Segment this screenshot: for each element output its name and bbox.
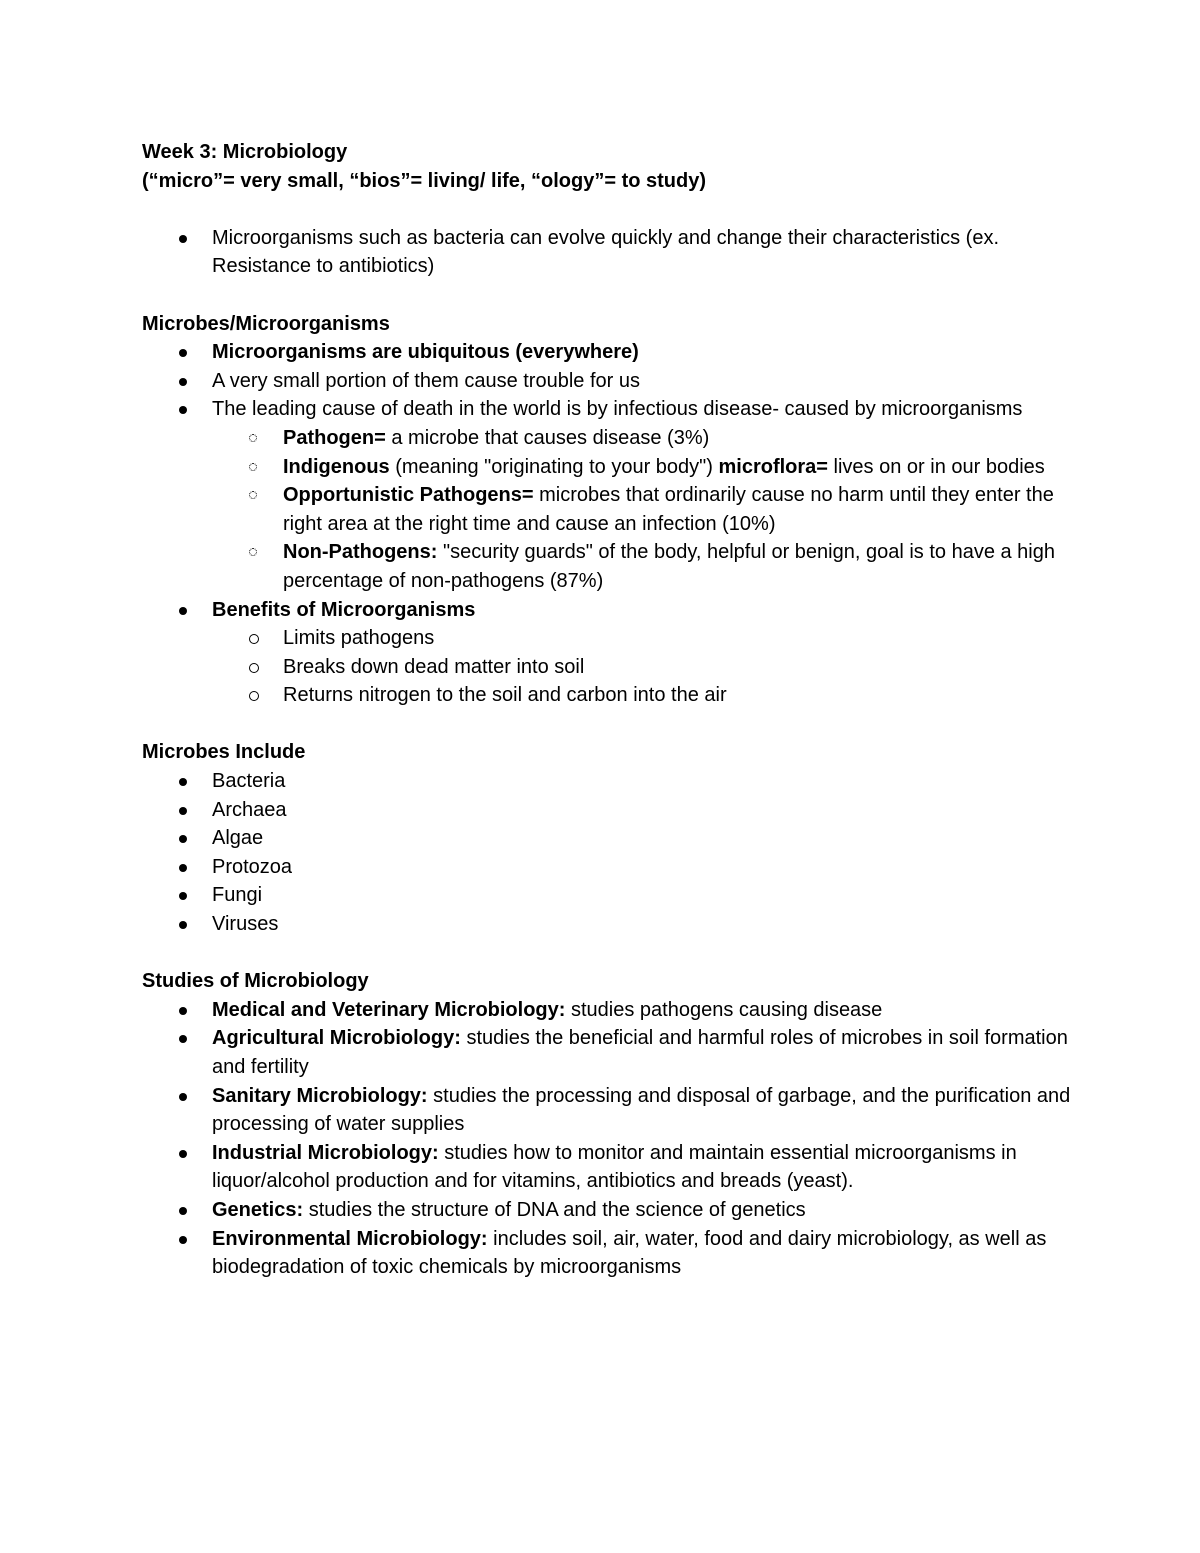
list-item: Bacteria [142,767,1072,796]
intro-list [142,224,1072,281]
spacer [142,939,1072,968]
sub-list-item: Opportunistic Pathogens= microbes that ordinarily cause no harm until they enter the right area at the right time and cause an infection (10%) [142,481,1072,538]
list-item: A very small portion of them cause trouble for us [142,367,1072,396]
circle-bullet-icon [249,691,259,701]
studies-list [142,996,1072,1282]
bullet-icon [179,1236,187,1244]
sub-list-item: Returns nitrogen to the soil and carbon into the air [142,681,1072,710]
section-heading-include: Microbes Include [142,741,306,764]
bullet-icon [179,778,187,786]
bullet-icon [179,1035,187,1043]
sub-list-item: Limits pathogens [142,624,1072,653]
list-item: Genetics: studies the structure of DNA and the science of genetics [142,1196,1072,1225]
list-item: Benefits of Microorganisms [142,596,1072,625]
bullet-icon [179,1093,187,1101]
list-item: Archaea [142,796,1072,825]
page-title: Week 3: Microbiology [142,141,348,163]
bullet-icon [179,921,187,929]
bullet-icon [179,349,187,357]
sub-list-item: Non-Pathogens: "security guards" of the body, helpful or benign, goal is to have a high percentage of non-pathogens (87%) [142,538,1072,595]
bullet-icon [179,235,187,243]
list-item: Microorganisms such as bacteria can evolve quickly and change their characteristics (ex. Resistance to antibiotics) [142,224,1072,281]
list-item: Medical and Veterinary Microbiology: studies pathogens causing disease [142,996,1072,1025]
dotted-circle-bullet-icon [249,491,257,499]
bullet-icon [179,607,187,615]
dotted-circle-bullet-icon [249,434,257,442]
sub-list-item: Indigenous (meaning "originating to your body") microflora= lives on or in our bodies [142,453,1072,482]
spacer [142,195,1072,224]
page-subtitle: (“micro”= very small, “bios”= living/ life, “ology”= to study) [142,169,707,192]
circle-bullet-icon [249,634,259,644]
microbes-list [142,338,1072,710]
dotted-circle-bullet-icon [249,548,257,556]
bullet-icon [179,892,187,900]
spacer [142,710,1072,739]
sub-list-item: Pathogen= a microbe that causes disease (3%) [142,424,1072,453]
list-item: Microorganisms are ubiquitous (everywhere) [142,338,1072,367]
include-list [142,767,1072,939]
list-item: Algae [142,824,1072,853]
list-item: Viruses [142,910,1072,939]
list-item: Agricultural Microbiology: studies the beneficial and harmful roles of microbes in soil formation and fertility [142,1024,1072,1081]
bullet-icon [179,406,187,414]
bullet-icon [179,1207,187,1215]
bullet-icon [179,807,187,815]
spacer [142,281,1072,310]
bullet-icon [179,835,187,843]
sub-list-item: Breaks down dead matter into soil [142,653,1072,682]
bullet-icon [179,378,187,386]
bullet-icon [179,1150,187,1158]
section-heading-studies: Studies of Microbiology [142,970,369,993]
bullet-icon [179,1007,187,1015]
bullet-icon [179,864,187,872]
dotted-circle-bullet-icon [249,463,257,471]
list-item: Environmental Microbiology: includes soil, air, water, food and dairy microbiology, as well as biodegradation of toxic chemicals by microorganisms [142,1225,1072,1282]
list-item: Fungi [142,881,1072,910]
circle-bullet-icon [249,663,259,673]
document-body [142,138,1072,1282]
list-item: Industrial Microbiology: studies how to monitor and maintain essential microorganisms in liquor/alcohol production and for vitamins, antibiotics and breads (yeast). [142,1139,1072,1196]
list-item: Sanitary Microbiology: studies the processing and disposal of garbage, and the purification and processing of water supplies [142,1082,1072,1139]
list-item: Protozoa [142,853,1072,882]
list-item: The leading cause of death in the world is by infectious disease- caused by microorganisms [142,395,1072,424]
section-heading-microbes: Microbes/Microorganisms [142,312,390,335]
